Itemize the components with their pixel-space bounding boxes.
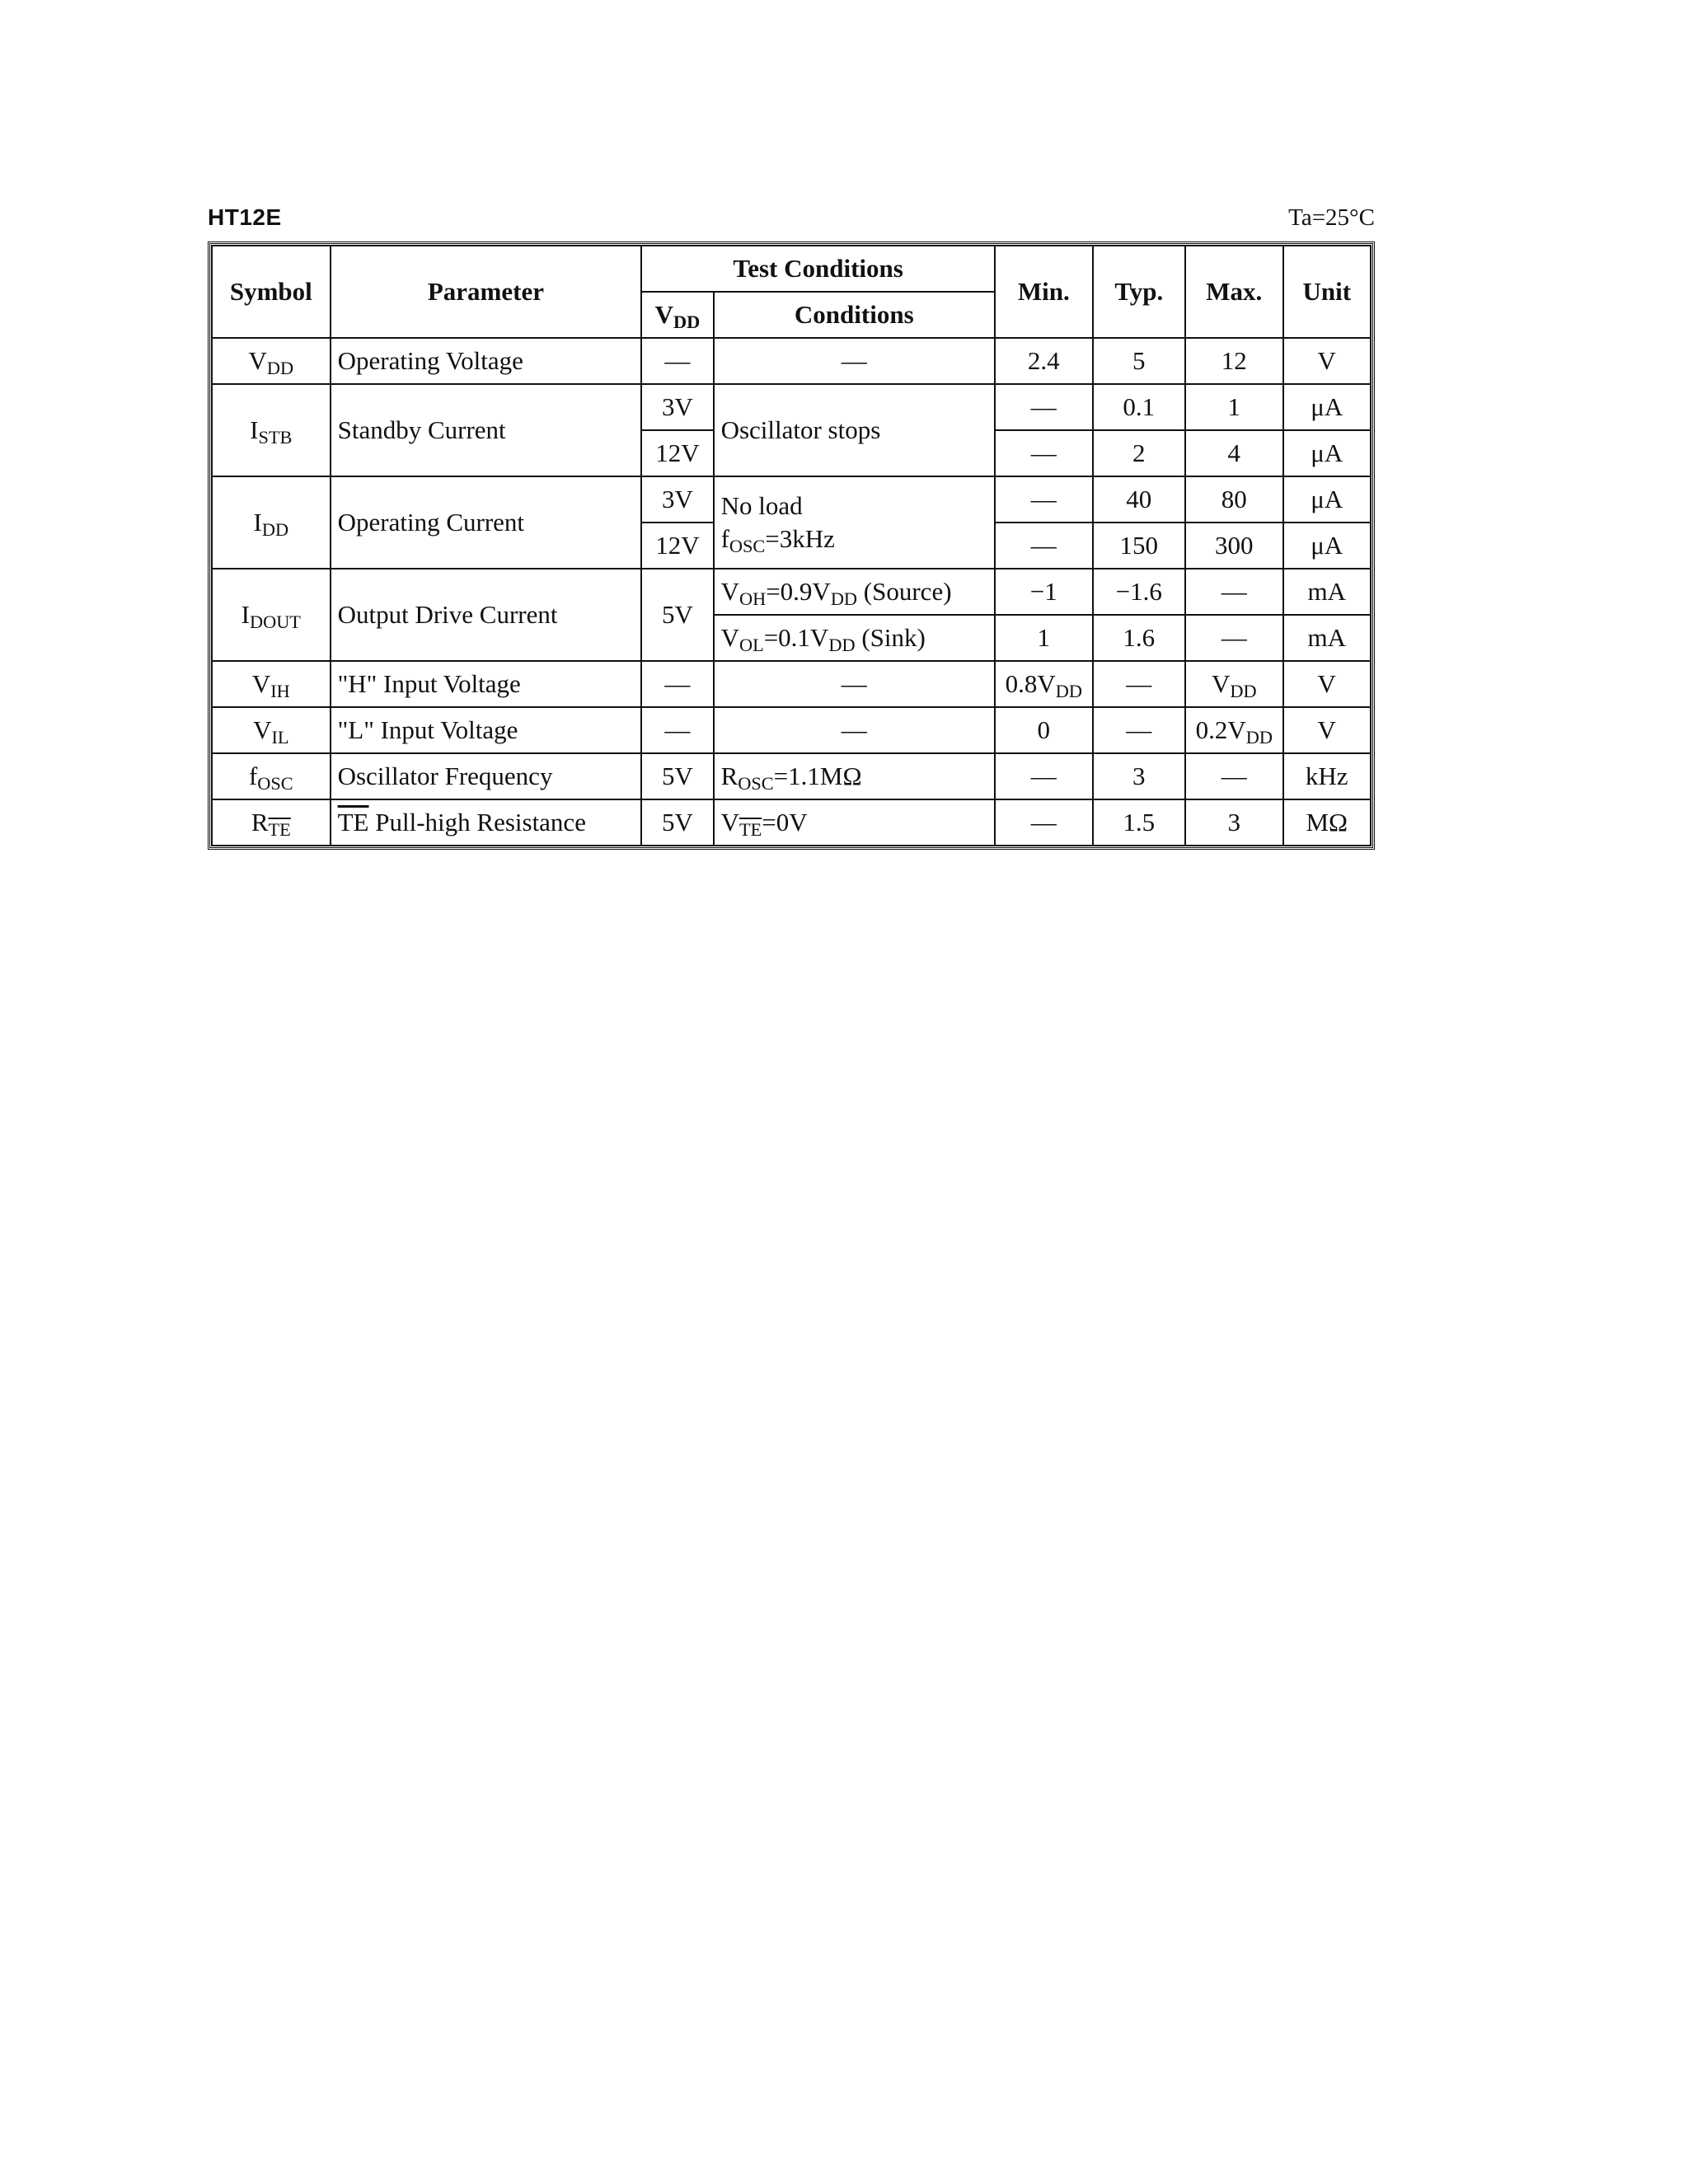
- ambient-temperature-condition: Ta=25°C: [1288, 204, 1375, 231]
- conditions-cell: —: [714, 338, 995, 384]
- vdd-cell: —: [641, 707, 713, 753]
- unit-cell: kHz: [1283, 753, 1372, 799]
- typ-cell: 5: [1093, 338, 1185, 384]
- min-cell: 0: [995, 707, 1093, 753]
- parameter-cell: "H" Input Voltage: [331, 661, 642, 707]
- typ-cell: —: [1093, 661, 1185, 707]
- min-cell: 2.4: [995, 338, 1093, 384]
- symbol-cell: $R_{\overline{TE}}$: [212, 799, 331, 846]
- min-cell: —: [995, 476, 1093, 523]
- unit-cell: V: [1283, 338, 1372, 384]
- min-cell: —: [995, 799, 1093, 846]
- vdd-cell: —: [641, 338, 713, 384]
- unit-cell: mA: [1283, 569, 1372, 615]
- header-conditions: Conditions: [714, 292, 995, 338]
- table-row: [212, 569, 1371, 615]
- unit-cell: V: [1283, 661, 1372, 707]
- conditions-line: No load: [720, 491, 803, 520]
- max-cell: $0.2V_{DD}$: [1185, 707, 1283, 753]
- vdd-cell: 5V: [641, 569, 713, 661]
- parameter-cell: Operating Voltage: [331, 338, 642, 384]
- unit-cell: MΩ: [1283, 799, 1372, 846]
- document-title: HT12E: [208, 204, 282, 230]
- symbol-cell: $V_{DD}$: [212, 338, 331, 384]
- parameter-cell: "L" Input Voltage: [331, 707, 642, 753]
- parameter-cell: Oscillator Frequency: [331, 753, 642, 799]
- parameter-cell: Operating Current: [331, 476, 642, 569]
- unit-cell: mA: [1283, 615, 1372, 661]
- conditions-cell: $V_{OH}=0.9V_{DD}$ (Source): [714, 569, 995, 615]
- symbol-cell: $I_{DOUT}$: [212, 569, 331, 661]
- header-max: Max.: [1185, 246, 1283, 338]
- header-row: [212, 246, 1371, 292]
- typ-cell: 2: [1093, 430, 1185, 476]
- conditions-cell: $R_{OSC}=1.1M\Omega$: [714, 753, 995, 799]
- max-cell: —: [1185, 569, 1283, 615]
- conditions-cell: [714, 476, 995, 569]
- max-cell: 4: [1185, 430, 1283, 476]
- symbol-cell: $V_{IH}$: [212, 661, 331, 707]
- vdd-cell: 12V: [641, 523, 713, 569]
- min-cell: $0.8V_{DD}$: [995, 661, 1093, 707]
- table-row: [212, 338, 1371, 384]
- header-symbol: Symbol: [212, 246, 331, 338]
- header-test-conditions: Test Conditions: [641, 246, 995, 292]
- typ-cell: —: [1093, 707, 1185, 753]
- max-cell: —: [1185, 615, 1283, 661]
- unit-cell: V: [1283, 707, 1372, 753]
- header-unit: Unit: [1283, 246, 1372, 338]
- parameter-cell: $\overline{TE}$ Pull-high Resistance: [331, 799, 642, 846]
- typ-cell: 1.6: [1093, 615, 1185, 661]
- unit-cell: μA: [1283, 384, 1372, 430]
- unit-cell: μA: [1283, 523, 1372, 569]
- max-cell: 3: [1185, 799, 1283, 846]
- symbol-cell: $I_{STB}$: [212, 384, 331, 476]
- conditions-cell: —: [714, 661, 995, 707]
- vdd-cell: 3V: [641, 384, 713, 430]
- header-min: Min.: [995, 246, 1093, 338]
- table-row: [212, 384, 1371, 430]
- typ-cell: 1.5: [1093, 799, 1185, 846]
- max-cell: 80: [1185, 476, 1283, 523]
- conditions-line: $f_{OSC}=3kHz$: [720, 524, 835, 557]
- vdd-cell: 5V: [641, 753, 713, 799]
- conditions-cell: —: [714, 707, 995, 753]
- typ-cell: 150: [1093, 523, 1185, 569]
- table-row: [212, 799, 1371, 846]
- header-parameter: Parameter: [331, 246, 642, 338]
- min-cell: —: [995, 753, 1093, 799]
- min-cell: —: [995, 384, 1093, 430]
- symbol-cell: $I_{DD}$: [212, 476, 331, 569]
- symbol-cell: $V_{IL}$: [212, 707, 331, 753]
- vdd-cell: 3V: [641, 476, 713, 523]
- unit-cell: μA: [1283, 430, 1372, 476]
- min-cell: −1: [995, 569, 1093, 615]
- conditions-cell: $V_{\overline{TE}}=0V$: [714, 799, 995, 846]
- vdd-cell: 5V: [641, 799, 713, 846]
- max-cell: —: [1185, 753, 1283, 799]
- max-cell: 300: [1185, 523, 1283, 569]
- vdd-cell: 12V: [641, 430, 713, 476]
- table-row: [212, 476, 1371, 523]
- max-cell: 12: [1185, 338, 1283, 384]
- typ-cell: 0.1: [1093, 384, 1185, 430]
- table-row: [212, 661, 1371, 707]
- unit-cell: μA: [1283, 476, 1372, 523]
- parameter-cell: Output Drive Current: [331, 569, 642, 661]
- symbol-cell: $f_{OSC}$: [212, 753, 331, 799]
- typ-cell: 3: [1093, 753, 1185, 799]
- min-cell: —: [995, 430, 1093, 476]
- max-cell: 1: [1185, 384, 1283, 430]
- max-cell: $V_{DD}$: [1185, 661, 1283, 707]
- table-row: [212, 753, 1371, 799]
- conditions-cell: Oscillator stops: [714, 384, 995, 476]
- min-cell: 1: [995, 615, 1093, 661]
- vdd-cell: —: [641, 661, 713, 707]
- table-row: [212, 707, 1371, 753]
- min-cell: —: [995, 523, 1093, 569]
- typ-cell: 40: [1093, 476, 1185, 523]
- typ-cell: −1.6: [1093, 569, 1185, 615]
- header-vdd: $V_{DD}$: [641, 292, 713, 338]
- parameter-cell: Standby Current: [331, 384, 642, 476]
- conditions-cell: $V_{OL}=0.1V_{DD}$ (Sink): [714, 615, 995, 661]
- page-header: [208, 201, 1375, 242]
- header-typ: Typ.: [1093, 246, 1185, 338]
- dc-characteristics-table: [208, 241, 1375, 850]
